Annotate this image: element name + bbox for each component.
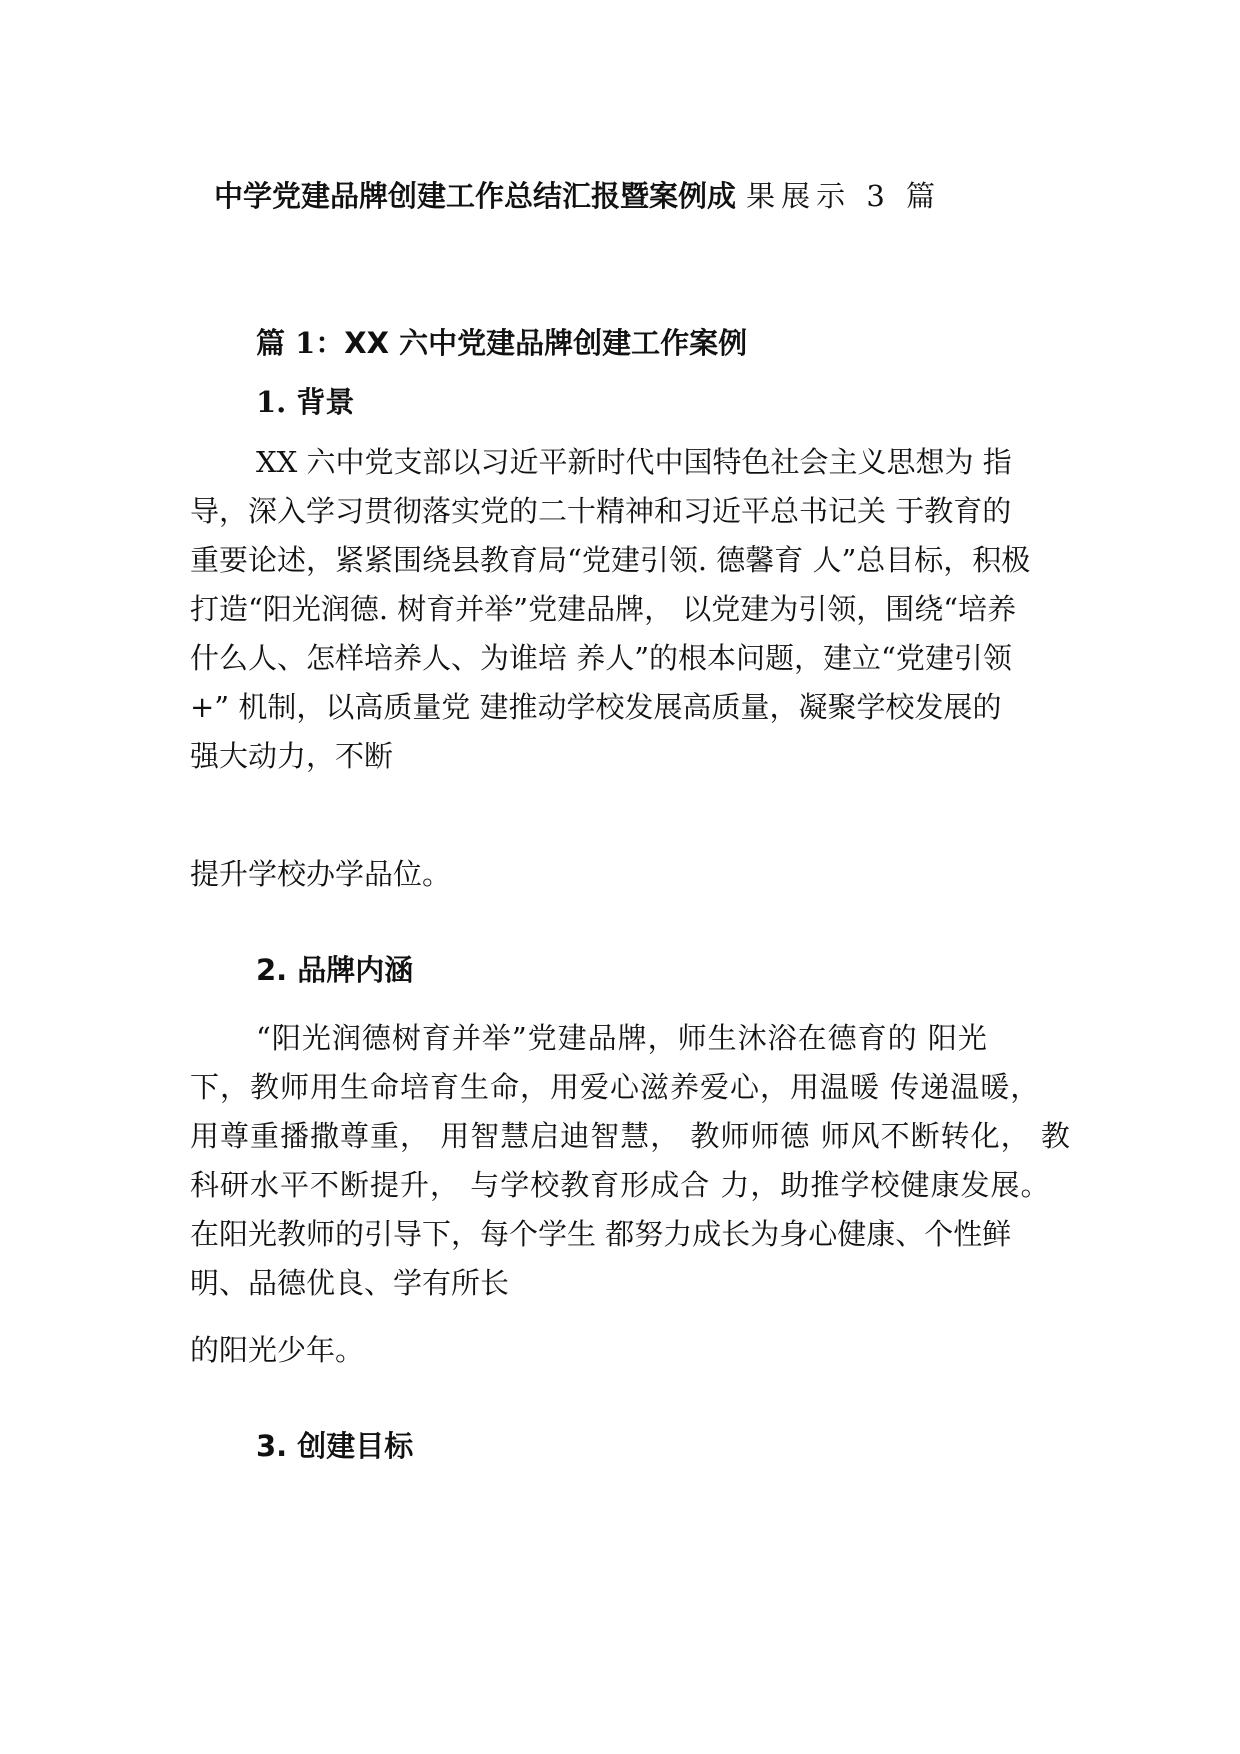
paragraph-line: 什么人、怎样培养人、为谁培 养人”的根本问题，建立“党建引领 [190,641,1012,675]
paragraph-line: 明、品德优良、学有所长 [190,1266,510,1300]
paragraph-line: 在阳光教师的引导下，每个学生 都努力成长为身心健康、个性鲜 [190,1217,1012,1251]
section-title [256,321,747,362]
paragraph-line: 科研水平不断提升， 与学校教育形成合 力，助推学校健康发展。 [190,1168,1051,1202]
paragraph-line: +” 机制，以高质量党 建推动学校发展高质量，凝聚学校发展的 [190,690,1002,724]
title-tail: 果展示 3 篇 [746,179,942,213]
paragraph-background-end: 提升学校办学品位。 [190,857,452,891]
paragraph-line: 强大动力，不断 [190,739,394,773]
paragraph-line: XX 六中党支部以习近平新时代中国特色社会主义思想为 指 [256,445,1012,479]
paragraph-line: “阳光润德树育并举”党建品牌，师生沐浴在德育的 阳光 [256,1021,988,1055]
paragraph-line: 用尊重播撒尊重， 用智慧启迪智慧， 教师师德 师风不断转化， 教 [190,1119,1071,1153]
document-title [214,174,941,215]
paragraph-line: 打造“阳光润德. 树育并举”党建品牌， 以党建为引领，围绕“培养 [190,592,1017,626]
heading-background: 1. 背景 [256,385,355,419]
section-name: XX 六中党建品牌创建工作案例 [344,326,748,360]
paragraph-line: 下，教师用生命培育生命，用爱心滋养爱心，用温暖 传递温暖， [190,1070,1041,1104]
section-label: 篇 1： [256,326,345,360]
paragraph-brand-meaning [190,1014,1070,1308]
paragraph-line: 重要论述，紧紧围绕县教育局“党建引领. 德馨育 人”总目标，积极 [190,543,1031,577]
heading-goals: 3. 创建目标 [256,1429,414,1463]
paragraph-background [190,438,1070,781]
heading-brand-meaning: 2. 品牌内涵 [256,953,414,987]
paragraph-brand-meaning-end: 的阳光少年。 [190,1333,365,1367]
paragraph-line: 导，深入学习贯彻落实党的二十精神和习近平总书记关 于教育的 [190,494,1012,528]
title-main: 中学党建品牌创建工作总结汇报暨案例成 [214,179,737,213]
